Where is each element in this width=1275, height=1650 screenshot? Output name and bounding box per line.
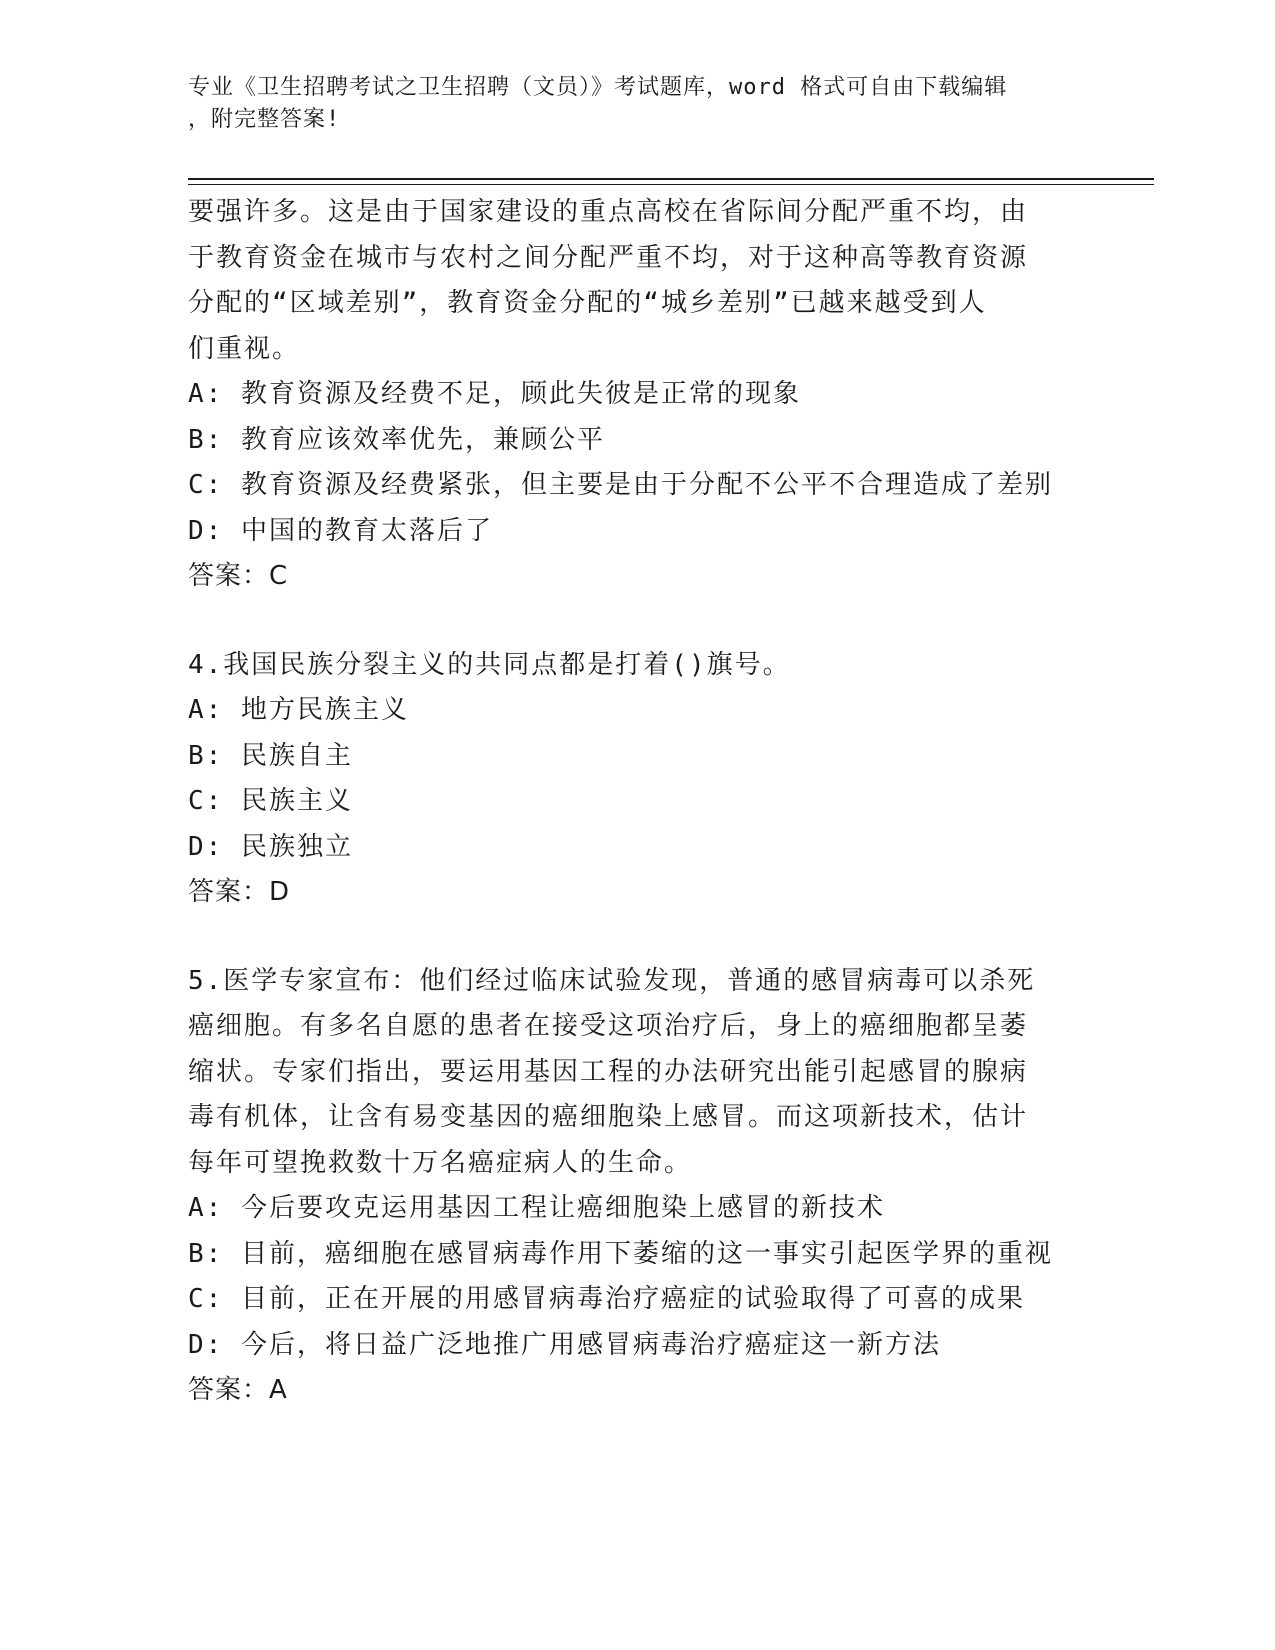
- option-c: C: 目前，正在开展的用感冒病毒治疗癌症的试验取得了可喜的成果: [188, 1284, 1025, 1314]
- question-3: [188, 190, 1088, 600]
- question-stem-line: 缩状。专家们指出，要运用基因工程的办法研究出能引起感冒的腺病: [188, 1056, 1029, 1087]
- option-c: C: 民族主义: [188, 786, 353, 816]
- question-stem-line: 毒有机体，让含有易变基因的癌细胞染上感冒。而这项新技术，估计: [188, 1102, 1029, 1132]
- question-stem-line: 5.医学专家宣布：他们经过临床试验发现，普通的感冒病毒可以杀死: [188, 965, 1036, 996]
- question-stem-line: 要强许多。这是由于国家建设的重点高校在省际间分配严重不均，由: [188, 197, 1029, 227]
- question-stem-line: 分配的“区域差别”，教育资金分配的“城乡差别”已越来越受到人: [188, 288, 987, 318]
- option-b: B: 目前，癌细胞在感冒病毒作用下萎缩的这一事实引起医学界的重视: [188, 1238, 1053, 1269]
- option-d: D: 今后，将日益广泛地推广用感冒病毒治疗癌症这一新方法: [188, 1329, 941, 1360]
- header-divider-thin: [188, 184, 1154, 185]
- header-divider-thick: [188, 178, 1154, 180]
- header-line-2: ，附完整答案!: [188, 107, 341, 132]
- question-stem-line: 癌细胞。有多名自愿的患者在接受这项治疗后，身上的癌细胞都呈萎: [188, 1011, 1029, 1041]
- question-stem-line: 4.我国民族分裂主义的共同点都是打着()旗号。: [188, 649, 791, 680]
- option-a: A: 今后要攻克运用基因工程让癌细胞染上感冒的新技术: [188, 1193, 885, 1223]
- header-line-1: 专业《卫生招聘考试之卫生招聘（文员）》考试题库，word 格式可自由下载编辑: [188, 75, 1008, 100]
- question-5: [188, 959, 1088, 1414]
- question-stem-line: 每年可望挽救数十万名癌症病人的生命。: [188, 1147, 693, 1178]
- question-stem-line: 们重视。: [188, 333, 301, 364]
- option-a: A: 地方民族主义: [188, 695, 409, 725]
- question-stem-line: 于教育资金在城市与农村之间分配严重不均，对于这种高等教育资源: [188, 242, 1029, 273]
- option-c: C: 教育资源及经费紧张，但主要是由于分配不公平不合理造成了差别: [188, 470, 1053, 500]
- page-header: [188, 72, 1068, 136]
- question-list: [188, 190, 1088, 1414]
- question-spacer: [188, 600, 1088, 643]
- option-d: D: 民族独立: [188, 831, 353, 862]
- option-a: A: 教育资源及经费不足，顾此失彼是正常的现象: [188, 379, 801, 409]
- option-b: B: 民族自主: [188, 740, 353, 771]
- question-spacer: [188, 916, 1088, 959]
- answer-line: 答案：D: [188, 877, 291, 907]
- answer-line: 答案：A: [188, 1375, 288, 1405]
- option-b: B: 教育应该效率优先，兼顾公平: [188, 424, 605, 455]
- option-d: D: 中国的教育太落后了: [188, 515, 493, 546]
- question-4: [188, 643, 1088, 916]
- answer-line: 答案：C: [188, 561, 289, 591]
